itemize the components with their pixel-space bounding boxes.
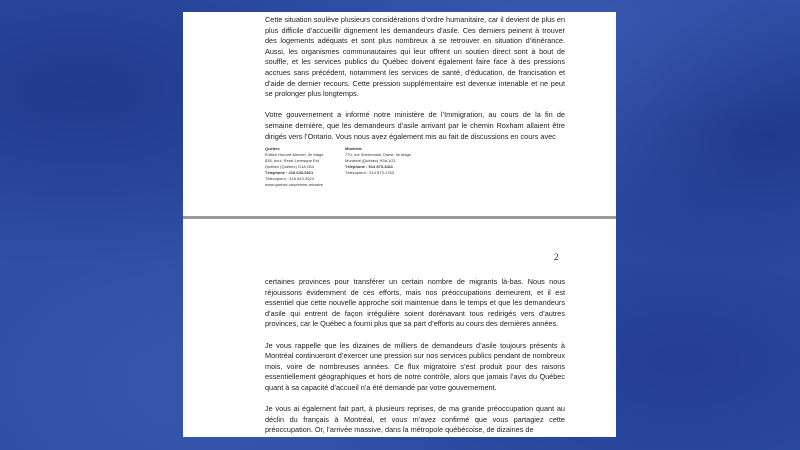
footer-city: Montréal bbox=[345, 146, 362, 151]
footer-city: Québec bbox=[265, 146, 280, 151]
footer-line: Édifice Honoré-Mercier, 3e étage bbox=[265, 152, 324, 157]
footer-line: Québec (Québec) G1A 1B4 bbox=[265, 164, 314, 169]
paragraph: Je vous rappelle que les dizaines de milliers de demandeurs d’asile toujours présents à Montréal continueront d’exercer une pression sur nos services publics pendant de nombreux mois, voire de nombreuses années. Ce flux migratoire s’est produit pour des raisons essentiellement géographiques et hors de notre contrôle, alors que jamais l’avis du Québec quant à sa capacité d’accueil n’a été demandé par votre gouvernement. bbox=[265, 340, 565, 392]
footer-line: Télécopieur : 514 873-1763 bbox=[345, 170, 394, 175]
paragraph: Je vous ai également fait part, à plusieurs reprises, de ma grande préoccupation quant au déclin du français à Montréal, et vous m’avez confirmé que vous partagiez cette préoccupation. Or, l’arrivée massive, dans la métropole québécoise, de dizaines de bbox=[265, 404, 565, 435]
paragraph: Cette situation soulève plusieurs considérations d’ordre humanitaire, car il devient de plus en plus difficile d’accueillir dignement les demandeurs d’asile. Ces derniers peinent à trouver des logements adéquats et sont plus nombreux à se retrouver en situation d’itinérance. Aussi, les organismes communautaires qui leur offrent un soutien direct sont à bout de souffle, et les services publics du Québec doivent également faire face à des pressions accrues sans précédent, notamment les services de santé, d’éducation, de francisation et d’aide de dernier recours. Cette pression supplémentaire est devenue intenable et ne peut se prolonger plus longtemps. bbox=[265, 15, 565, 99]
paragraph: certaines provinces pour transférer un certain nombre de migrants là-bas. Nous nous réjouissons évidemment de ces efforts, mais nos préoccupations demeurent, et il est essentiel que cette nouvelle approche soit maintenue dans le temps et que les demandeurs d’asile qui entrent de façon irrégulière soient dorénavant tous redirigés vers d’autres provinces, car le Québec a fourni plus que sa part d’efforts au cours des dernières années. bbox=[265, 277, 565, 329]
footer-line: 835, boul. René-Lévesque Est bbox=[265, 158, 319, 163]
footer-line: www.quebec.ca/premier-ministre bbox=[265, 182, 324, 187]
document-page-1 bbox=[183, 12, 616, 217]
page-number: 2 bbox=[554, 252, 559, 262]
footer-montreal-address bbox=[345, 146, 465, 176]
footer-line: 770, rue Sherbrooke Ouest, 4e étage bbox=[345, 152, 412, 157]
footer-line: Téléphone : 418 643-5321 bbox=[265, 170, 314, 175]
footer-line: Montréal (Québec) H3A 1G1 bbox=[345, 158, 396, 163]
document-page-2 bbox=[183, 219, 616, 437]
paragraph: Votre gouvernement a informé notre ministère de l’Immigration, au cours de la fin de semaine dernière, que les demandeurs d’asile arrivant par le chemin Roxham allaient être dirigés vers l’Ontario. Vous nous avez également mis au fait de discussions en cours avec bbox=[265, 110, 565, 141]
footer-line: Téléphone : 514 873-3411 bbox=[345, 164, 394, 169]
page2-body bbox=[265, 277, 565, 447]
footer-line: Télécopieur : 418 643-3924 bbox=[265, 176, 314, 181]
page1-body bbox=[265, 15, 565, 153]
